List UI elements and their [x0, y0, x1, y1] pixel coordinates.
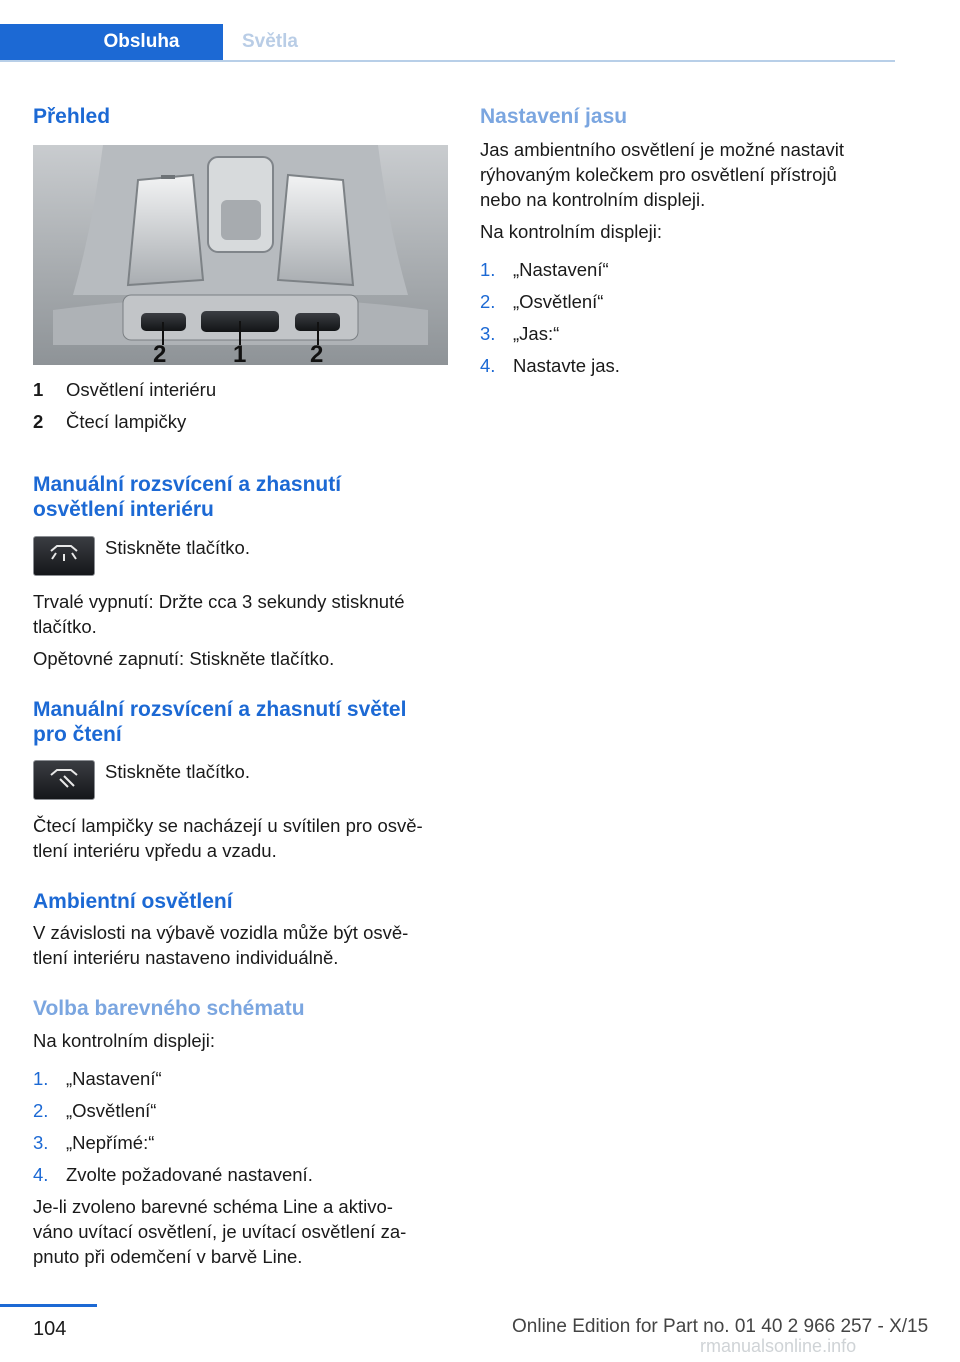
ambient-text: V závislosti na výbavě vozidla může být osvě‐ tlení interiéru nastaveno individuálně.	[33, 922, 409, 968]
tab-obsluha[interactable]: Obsluha	[0, 24, 223, 60]
permanent-off-text: Trvalé vypnutí: Držte cca 3 sekundy stisknuté tlačítko.	[33, 591, 405, 637]
heading-color-scheme: Volba barevného schématu	[33, 997, 305, 1020]
legend-text: Čtecí lampičky	[66, 411, 187, 432]
legend-number: 2	[33, 411, 44, 432]
photo-callout-right: 2	[310, 341, 324, 365]
list-number: 4.	[480, 355, 496, 376]
on-display-text: Na kontrolním displeji:	[33, 1030, 215, 1051]
header-tabs	[0, 24, 895, 62]
list-number: 1.	[33, 1068, 49, 1089]
reactivate-text: Opětovné zapnutí: Stiskněte tlačítko.	[33, 648, 335, 669]
on-display-text: Na kontrolním displeji:	[480, 221, 662, 242]
reading-lights-note: Čtecí lampičky se nacházejí u svítilen pro osvě‐ tlení interiéru vpředu a vzadu.	[33, 815, 423, 861]
header-rule	[0, 60, 895, 62]
list-text: Nastavte jas.	[513, 355, 620, 376]
tab-svetla[interactable]: Světla	[242, 31, 298, 52]
photo-callout-left: 2	[153, 341, 167, 365]
watermark: rmanualsonline.info	[700, 1336, 857, 1356]
list-text: „Jas:“	[513, 323, 560, 344]
list-number: 2.	[33, 1100, 49, 1121]
photo-callout-center: 1	[233, 341, 247, 365]
reading-light-button-icon	[33, 760, 95, 800]
list-number: 3.	[480, 323, 496, 344]
heading-manual-reading: Manuální rozsvícení a zhasnutí světel pro čtení	[33, 698, 407, 746]
instruction-press-button: Stiskněte tlačítko.	[105, 761, 250, 782]
footer-rule	[0, 1304, 97, 1307]
list-text: „Nastavení“	[66, 1068, 162, 1089]
overhead-console-illustration	[33, 145, 448, 365]
list-number: 3.	[33, 1132, 49, 1153]
list-text: Zvolte požadované nastavení.	[66, 1164, 313, 1185]
list-text: „Osvětlení“	[513, 291, 604, 312]
brightness-text: Jas ambientního osvětlení je možné nastavit rýhovaným kolečkem pro osvětlení přístrojů nebo na kontrolním displeji.	[480, 139, 845, 210]
list-number: 2.	[480, 291, 496, 312]
heading-ambient: Ambientní osvětlení	[33, 890, 233, 913]
heading-overview: Přehled	[33, 105, 111, 128]
list-text: „Osvětlení“	[66, 1100, 157, 1121]
list-text: „Nastavení“	[513, 259, 609, 280]
list-text: „Nepřímé:“	[66, 1132, 155, 1153]
list-number: 4.	[33, 1164, 49, 1185]
instruction-press-button: Stiskněte tlačítko.	[105, 537, 250, 558]
edition-text: Online Edition for Part no. 01 40 2 966 257 - X/15	[512, 1316, 929, 1337]
legend-number: 1	[33, 379, 44, 400]
interior-light-button-icon	[33, 536, 95, 576]
heading-manual-interior: Manuální rozsvícení a zhasnutí osvětlení interiéru	[33, 473, 342, 521]
line-scheme-note: Je-li zvoleno barevné schéma Line a aktivo‐ váno uvítací osvětlení, je uvítací osvětlení za‐ pnuto při odemčení v barvě Line.	[33, 1196, 407, 1267]
legend-text: Osvětlení interiéru	[66, 379, 217, 400]
heading-brightness: Nastavení jasu	[480, 105, 628, 128]
page-number: 104	[33, 1318, 67, 1340]
overhead-console-photo	[33, 145, 448, 365]
list-number: 1.	[480, 259, 496, 280]
